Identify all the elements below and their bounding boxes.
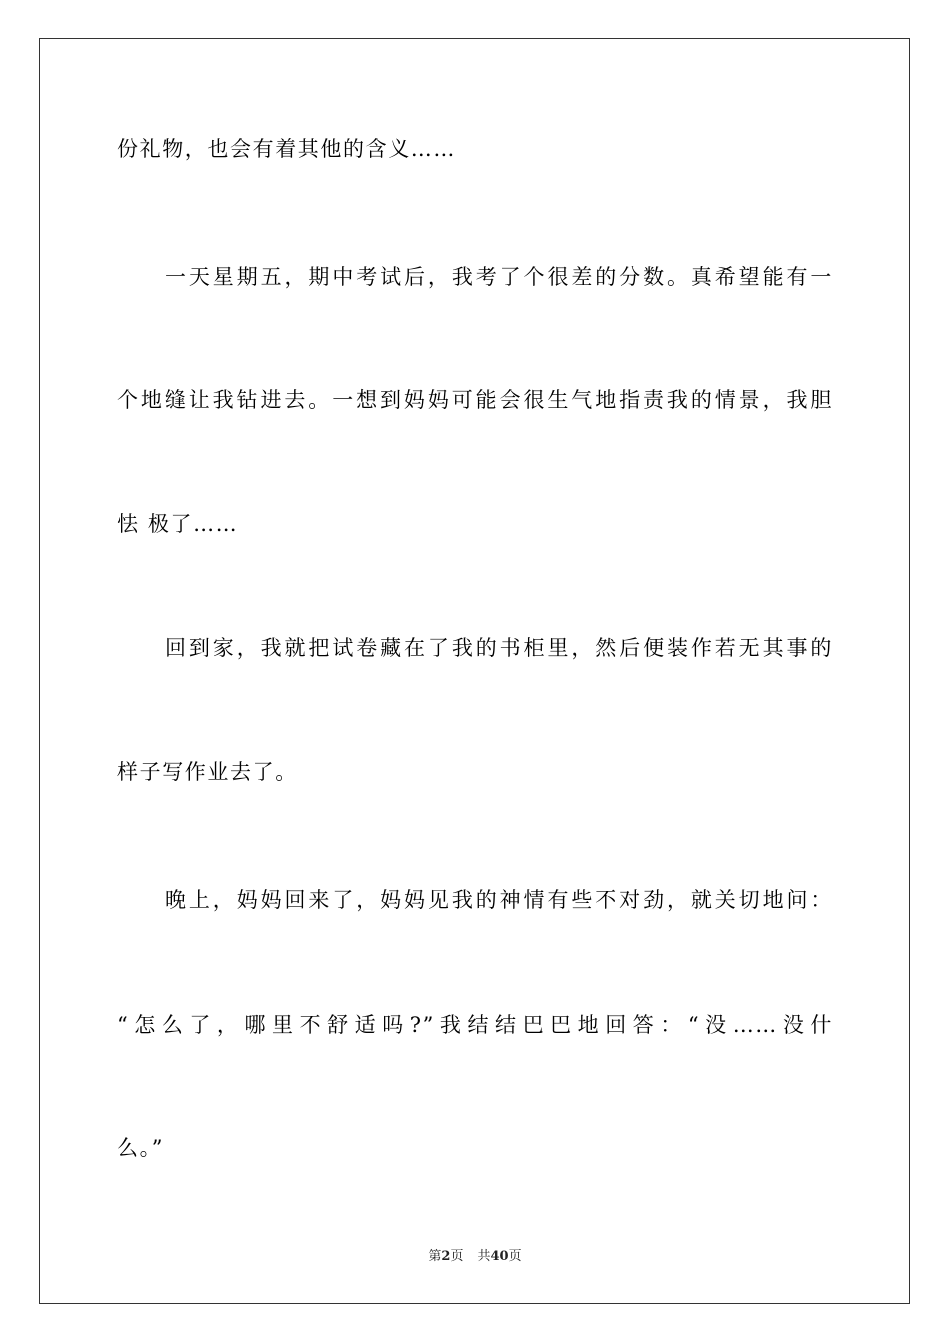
body-line-6: 样子写作业去了。 bbox=[117, 760, 298, 784]
body-line-4: 怯 极了…… bbox=[117, 512, 239, 536]
body-line-5: 回到家，我就把试卷藏在了我的书柜里，然后便装作若无其事的 bbox=[165, 636, 833, 660]
body-line-8: “怎么了，哪里不舒适吗?”我结结巴巴地回答：“没……没什 bbox=[117, 1013, 833, 1037]
page-footer bbox=[0, 1248, 950, 1266]
footer-page-suffix: 页 bbox=[450, 1249, 464, 1264]
footer-page-prefix: 第 bbox=[428, 1249, 442, 1264]
body-line-2: 一天星期五，期中考试后，我考了个很差的分数。真希望能有一 bbox=[165, 265, 833, 289]
body-line-9: 么。” bbox=[117, 1136, 165, 1160]
footer-page-number: 2 bbox=[441, 1249, 451, 1264]
body-line-3: 个地缝让我钻进去。一想到妈妈可能会很生气地指责我的情景，我胆 bbox=[117, 388, 833, 412]
footer-total-suffix: 页 bbox=[508, 1249, 522, 1264]
footer-total-prefix: 共 bbox=[477, 1249, 491, 1264]
footer-total-pages: 40 bbox=[490, 1249, 509, 1264]
body-line-7: 晚上，妈妈回来了，妈妈见我的神情有些不对劲，就关切地问： bbox=[165, 888, 833, 912]
page-frame bbox=[39, 38, 910, 1304]
body-line-1: 份礼物，也会有着其他的含义…… bbox=[117, 137, 456, 161]
